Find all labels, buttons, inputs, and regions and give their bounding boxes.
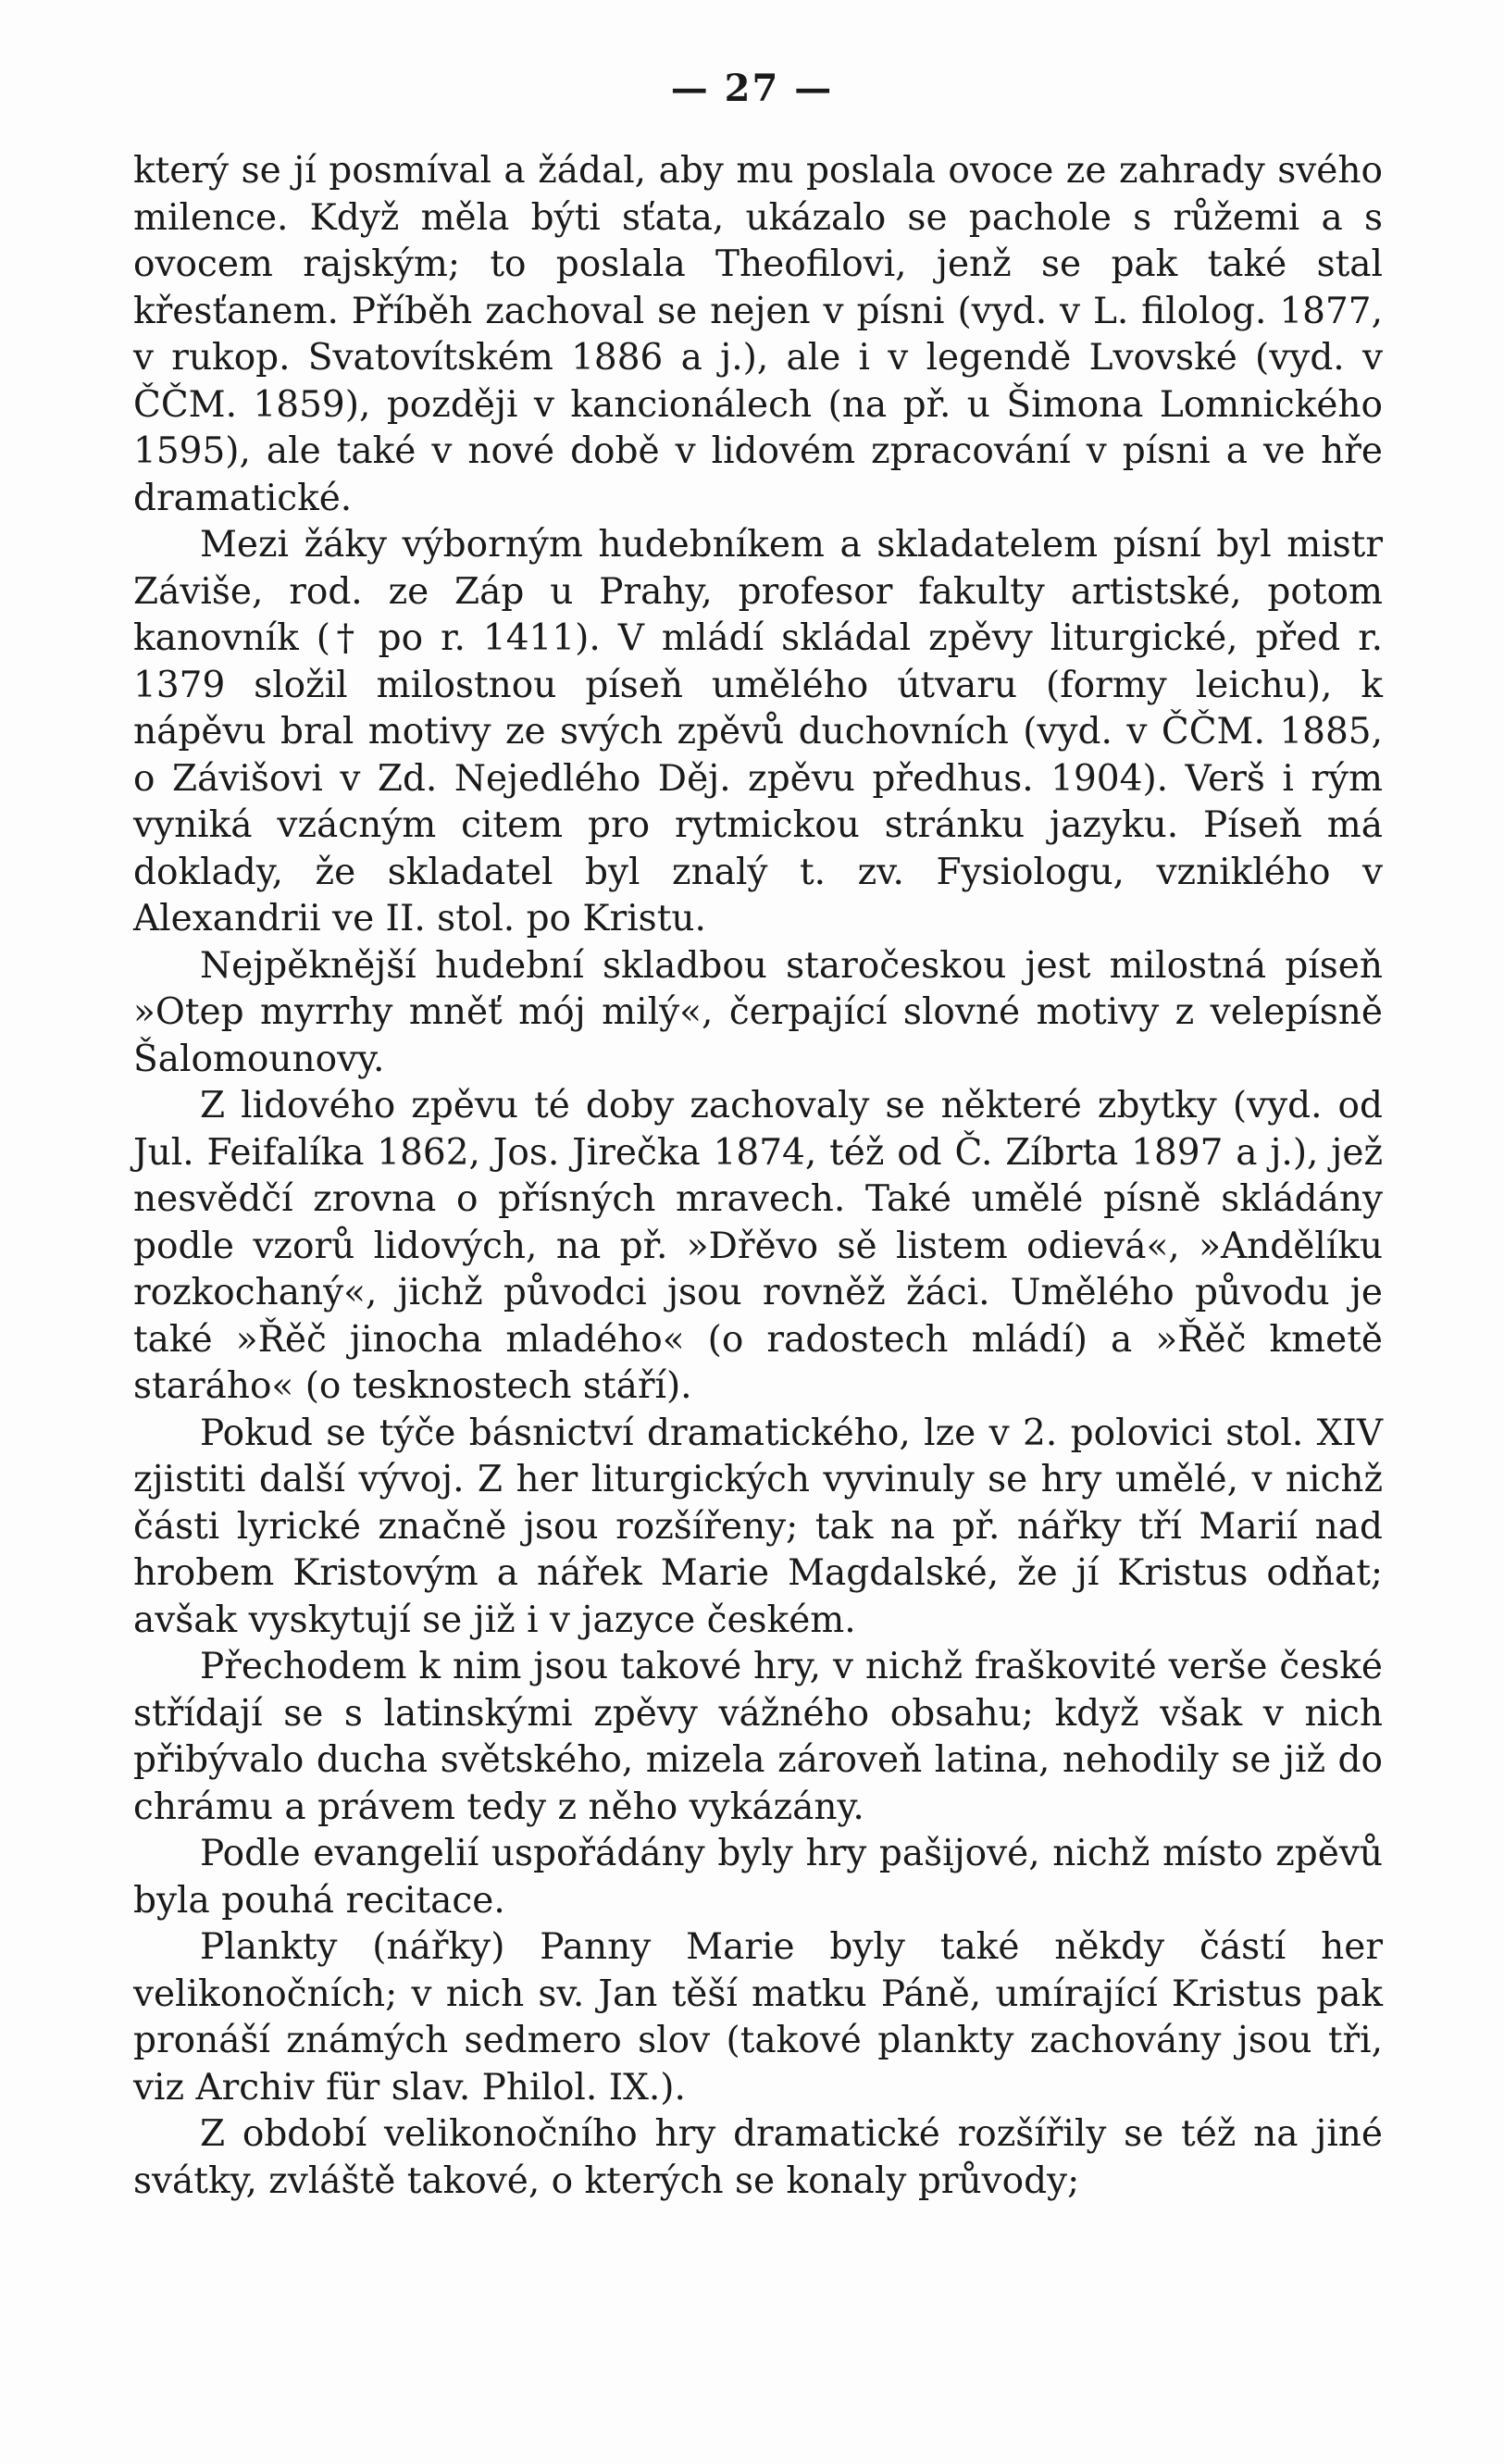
page-number: — 27 — [670, 67, 834, 110]
paragraph: Podle evangelií uspořádány byly hry pašijové, nichž místo zpěvů byla pouhá recitace. [133, 1833, 1383, 1922]
paragraph: který se jí posmíval a žádal, aby mu poslala ovoce ze zahrady svého milence. Když měla býti sťata, ukázalo se pachole s růžemi a s ovocem rajským; to poslala Theofilovi, jenž se pak také stal křesťanem. Příběh zachoval se nejen v písni (vyd. v L. filolog. 1877, v rukop. Svatovítském 1886 a j.), ale i v legendě Lvovské (vyd. v ČČM. 1859), později v kancionálech (na př. u Šimona Lomnického 1595), ale také v nové době v lidovém zpracování v písni a ve hře dramatické. [133, 150, 1383, 519]
paragraph: Plankty (nářky) Panny Marie byly také někdy částí her velikonočních; v nich sv. Jan těší matku Páně, umírající Kristus pak pronáší známých sedmero slov (takové plankty zachovány jsou tři, viz Archiv für slav. Philol. IX.). [133, 1926, 1383, 2109]
paragraph: Přechodem k nim jsou takové hry, v nichž fraškovité verše české střídají se s latinskými zpěvy vážného obsahu; když však v nich přibývalo ducha světského, mizela zároveň latina, nehodily se již do chrámu a právem tedy z něho vykázány. [133, 1646, 1383, 1828]
body-text [133, 148, 1383, 2205]
paragraph: Nejpěknější hudební skladbou staročeskou jest milostná píseň »Otep myrrhy mněť mój milý«, čerpající slovné motivy z velepísně Šalomounovy. [133, 944, 1383, 1080]
paragraph: Mezi žáky výborným hudebníkem a skladatelem písní byl mistr Záviše, rod. ze Záp u Prahy, profesor fakulty artistské, potom kanovník († po r. 1411). V mládí skládal zpěvy liturgické, před r. 1379 složil milostnou píseň umělého útvaru (formy leichu), k nápěvu bral motivy ze svých zpěvů duchovních (vyd. v ČČM. 1885, o Závišovi v Zd. Nejedlého Děj. zpěvu předhus. 1904). Verš i rým vyniká vzácným citem pro rytmickou stránku jazyku. Píseň má doklady, že skladatel byl znalý t. zv. Fysiologu, vzniklého v Alexandrii ve II. stol. po Kristu. [133, 524, 1383, 940]
paragraph: Z období velikonočního hry dramatické rozšířily se též na jiné svátky, zvláště takové, o kterých se konaly průvody; [133, 2113, 1383, 2202]
paragraph: Z lidového zpěvu té doby zachovaly se některé zbytky (vyd. od Jul. Feifalíka 1862, Jos. Jirečka 1874, též od Č. Zíbrta 1897 a j.), jež nesvědčí zrovna o přísných mravech. Také umělé písně skládány podle vzorů lidových, na př. »Dřěvo sě listem odievá«, »Andělíku rozkochaný«, jichž původci jsou rovněž žáci. Umělého původu je také »Řěč jinocha mladého« (o radostech mládí) a »Řěč kmetě staráho« (o tesknostech stáří). [133, 1085, 1383, 1407]
paragraph: Pokud se týče básnictví dramatického, lze v 2. polovici stol. XIV zjistiti další vývoj. Z her liturgických vyvinuly se hry umělé, v nichž části lyrické značně jsou rozšířeny; tak na př. nářky tří Marií nad hrobem Kristovým a nářek Marie Magdalské, že jí Kristus odňat; avšak vyskytují se již i v jazyce českém. [133, 1412, 1383, 1641]
